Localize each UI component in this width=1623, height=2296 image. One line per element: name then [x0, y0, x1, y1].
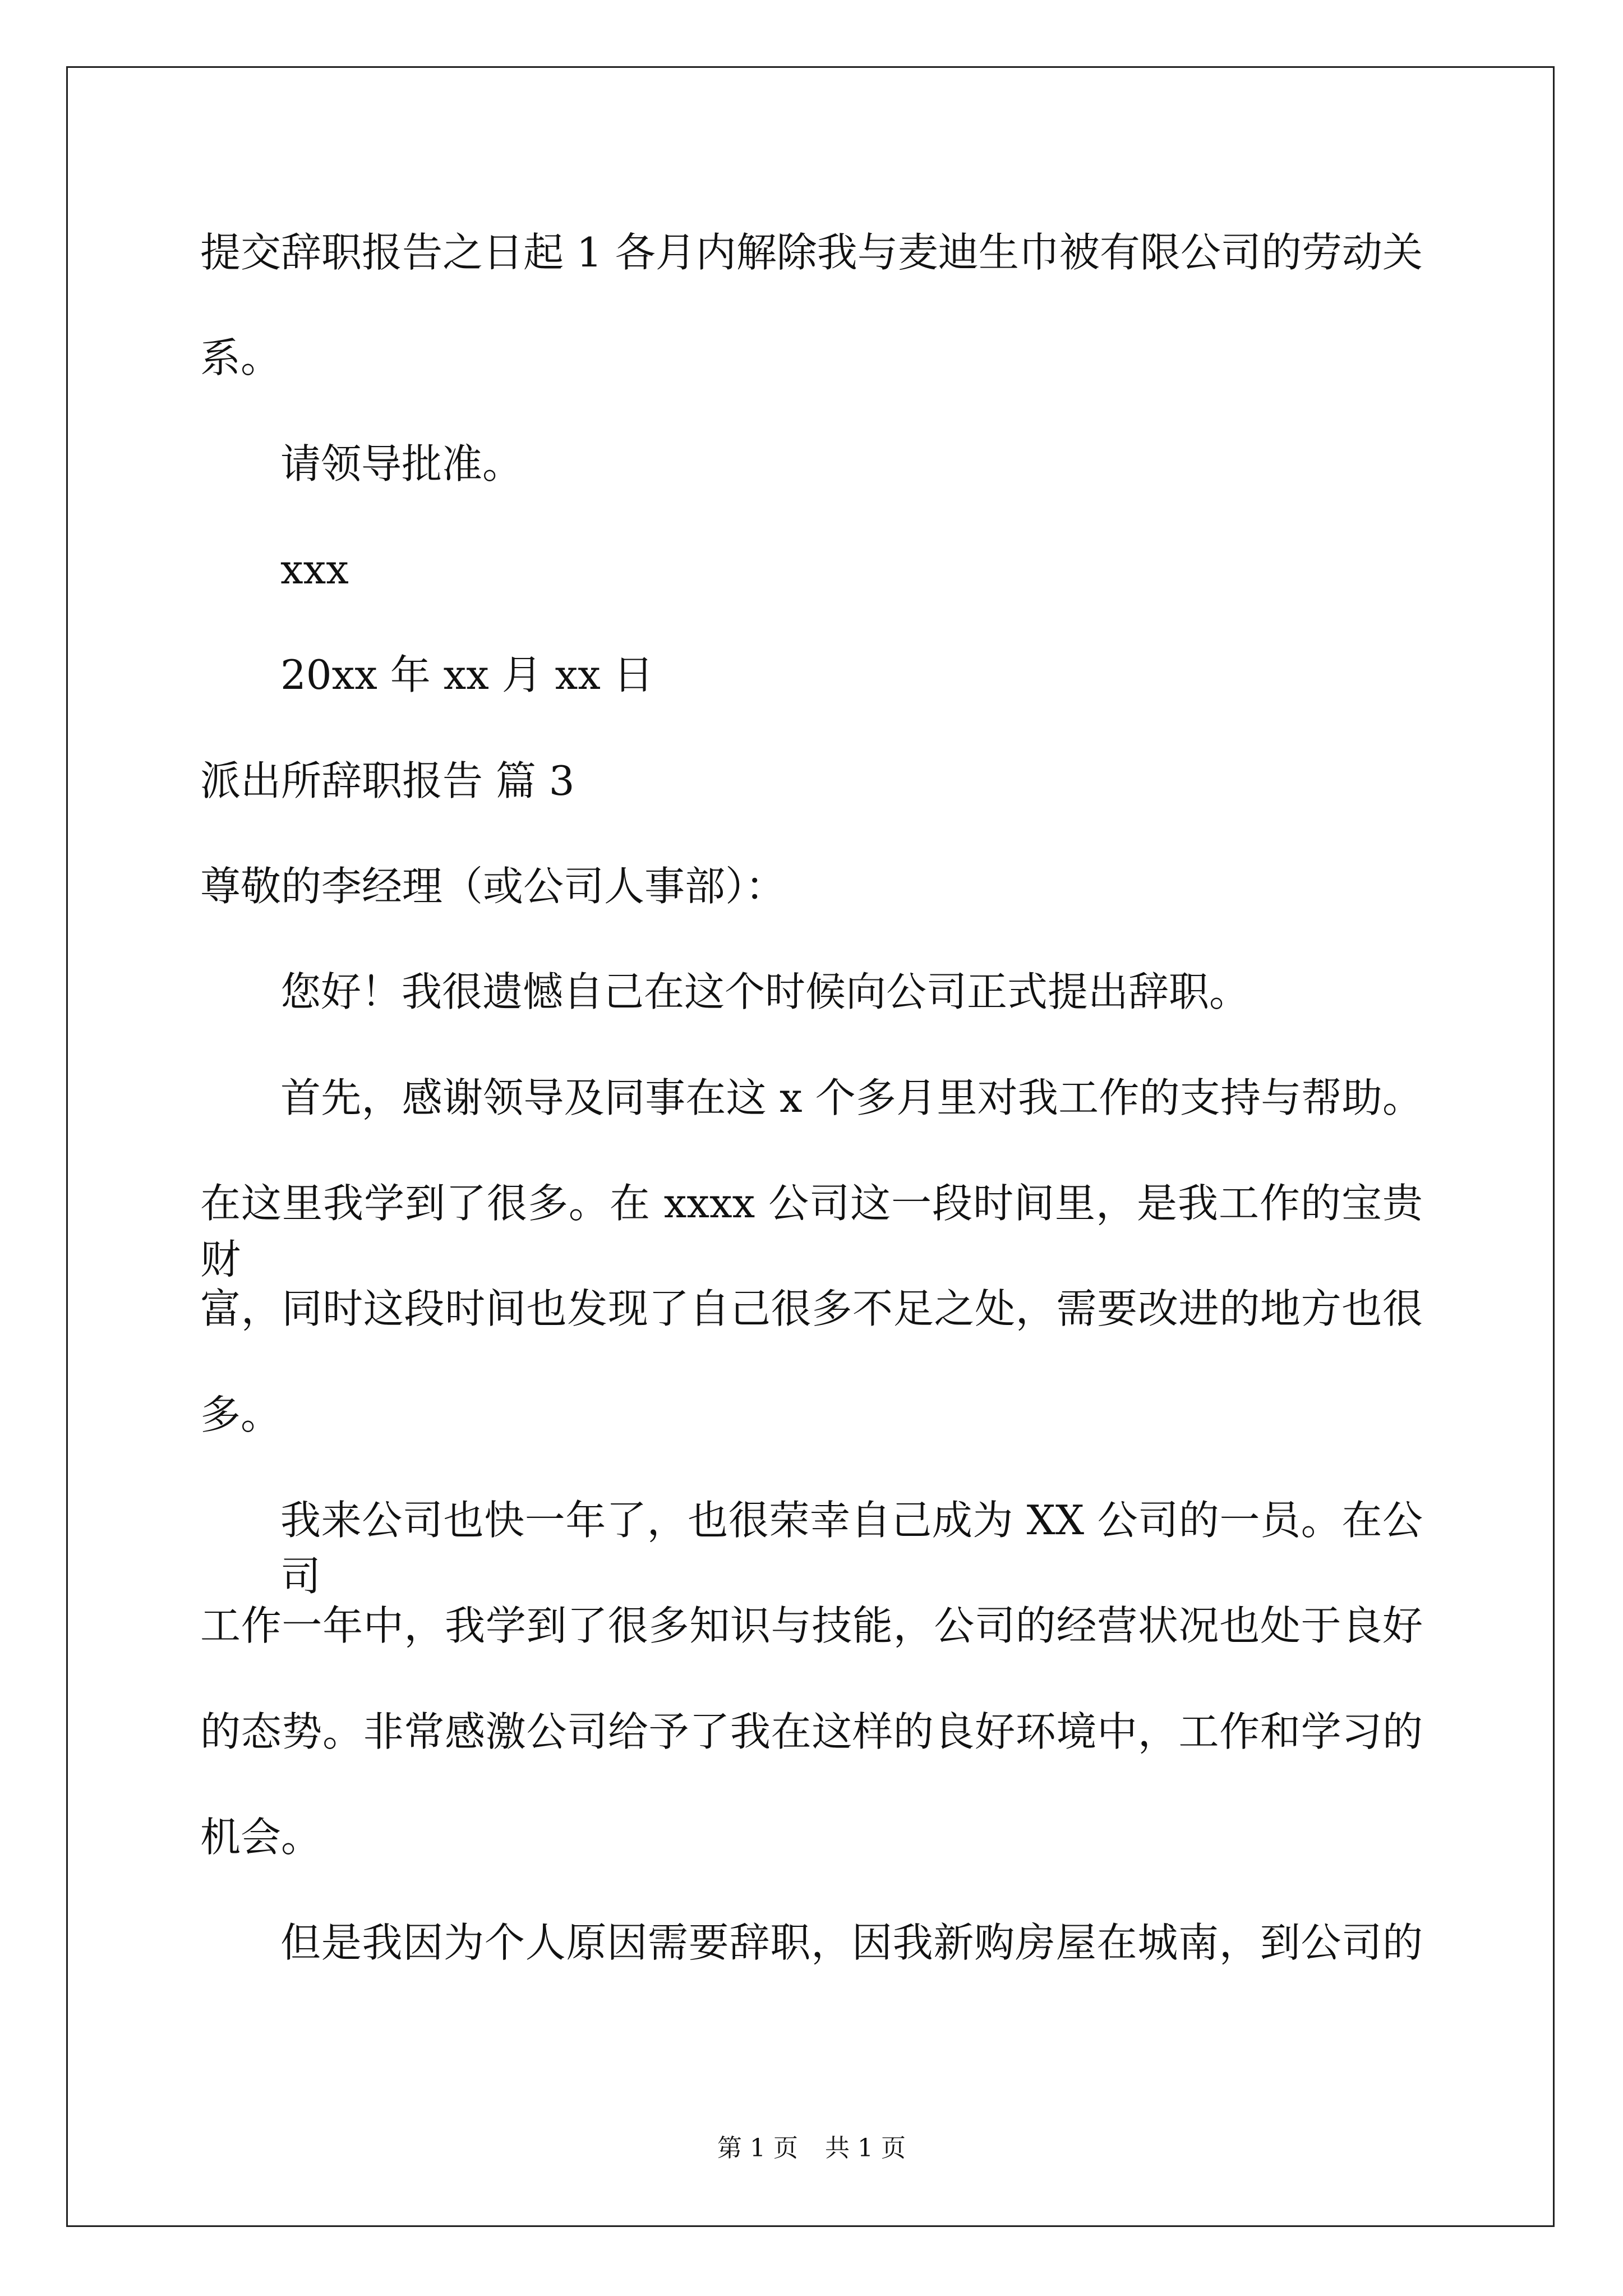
section-heading: 派出所辞职报告 篇 3 — [200, 757, 575, 804]
body-line: 机会。 — [200, 1814, 322, 1861]
body-line: 系。 — [200, 334, 282, 381]
body-line: 富，同时这段时间也发现了自己很多不足之处，需要改进的地方也很 — [200, 1285, 1423, 1332]
page-border — [66, 66, 1555, 2227]
page-number: 第 1 页 — [717, 2134, 798, 2162]
body-line: 工作一年中，我学到了很多知识与技能，公司的经营状况也处于良好 — [200, 1602, 1423, 1649]
body-line: 提交辞职报告之日起 1 各月内解除我与麦迪生巾被有限公司的劳动关 — [200, 229, 1423, 276]
page-total: 共 1 页 — [825, 2134, 906, 2162]
body-line: 您好！我很遗憾自己在这个时候向公司正式提出辞职。 — [280, 968, 1250, 1015]
signature-name: xxx — [280, 546, 349, 593]
body-line: 首先，感谢领导及同事在这 x 个多月里对我工作的支持与帮助。 — [280, 1074, 1423, 1121]
body-line: 请领导批准。 — [280, 440, 523, 487]
signature-date: 20xx 年 xx 月 xx 日 — [280, 651, 654, 698]
body-line: 在这里我学到了很多。在 xxxx 公司这一段时间里，是我工作的宝贵财 — [200, 1180, 1423, 1283]
salutation: 尊敬的李经理（或公司人事部）： — [200, 863, 786, 910]
page-footer — [0, 2132, 1623, 2165]
body-line: 多。 — [200, 1391, 282, 1438]
body-line: 但是我因为个人原因需要辞职，因我新购房屋在城南，到公司的 — [280, 1919, 1423, 1966]
body-line: 的态势。非常感激公司给予了我在这样的良好环境中，工作和学习的 — [200, 1708, 1423, 1755]
body-line: 我来公司也快一年了，也很荣幸自己成为 XX 公司的一员。在公司 — [280, 1497, 1423, 1600]
